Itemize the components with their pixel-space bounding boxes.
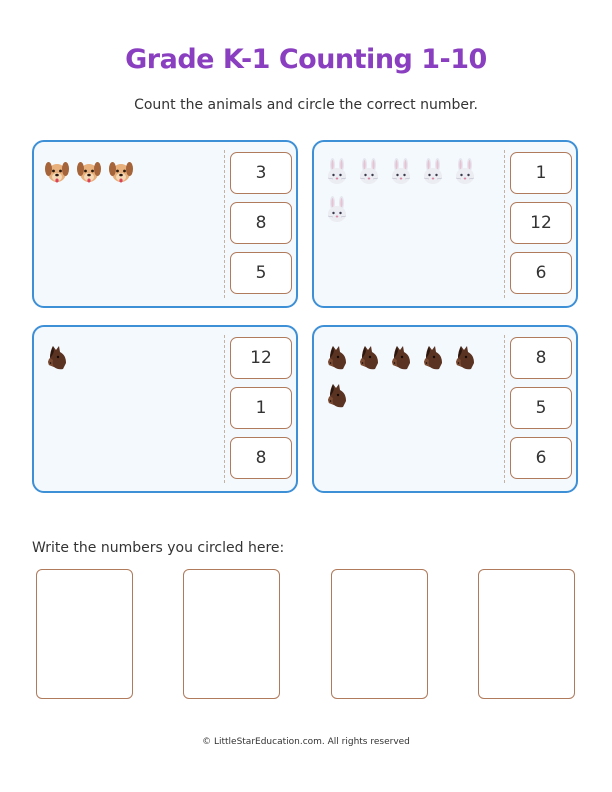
number-option[interactable]: 12: [510, 202, 572, 244]
rabbit-icon: [356, 158, 384, 188]
animal-area: [322, 343, 498, 419]
horse-icon: [44, 343, 72, 373]
answer-box[interactable]: [478, 569, 575, 699]
dog-icon: [44, 158, 72, 188]
dashed-divider: [504, 150, 505, 298]
number-options: [510, 152, 572, 302]
horse-icon: [388, 343, 416, 373]
counting-card-3: [32, 325, 298, 493]
number-option[interactable]: 6: [510, 437, 572, 479]
answer-box[interactable]: [183, 569, 280, 699]
dog-icon: [76, 158, 104, 188]
number-options: [510, 337, 572, 487]
number-option[interactable]: 6: [510, 252, 572, 294]
number-option[interactable]: 12: [230, 337, 292, 379]
page-title: Grade K-1 Counting 1-10: [125, 44, 487, 75]
number-option[interactable]: 8: [510, 337, 572, 379]
number-options: [230, 152, 292, 302]
rabbit-icon: [324, 196, 352, 226]
counting-card-4: [312, 325, 578, 493]
animal-area: [322, 158, 498, 234]
footer-copyright: © LittleStarEducation.com. All rights reserved: [202, 737, 410, 747]
rabbit-icon: [388, 158, 416, 188]
answer-box[interactable]: [331, 569, 428, 699]
dog-icon: [108, 158, 136, 188]
horse-icon: [356, 343, 384, 373]
rabbit-icon: [420, 158, 448, 188]
number-option[interactable]: 8: [230, 437, 292, 479]
number-options: [230, 337, 292, 487]
animal-area: [42, 343, 218, 381]
number-option[interactable]: 5: [230, 252, 292, 294]
number-option[interactable]: 1: [510, 152, 572, 194]
number-option[interactable]: 3: [230, 152, 292, 194]
page-instruction: Count the animals and circle the correct number.: [134, 97, 478, 113]
dashed-divider: [224, 335, 225, 483]
number-option[interactable]: 8: [230, 202, 292, 244]
dashed-divider: [224, 150, 225, 298]
answers-label: Write the numbers you circled here:: [32, 540, 285, 556]
horse-icon: [420, 343, 448, 373]
animal-area: [42, 158, 218, 196]
counting-card-1: [32, 140, 298, 308]
number-option[interactable]: 1: [230, 387, 292, 429]
answer-box[interactable]: [36, 569, 133, 699]
rabbit-icon: [324, 158, 352, 188]
dashed-divider: [504, 335, 505, 483]
horse-icon: [324, 343, 352, 373]
counting-card-2: [312, 140, 578, 308]
horse-icon: [324, 381, 352, 411]
number-option[interactable]: 5: [510, 387, 572, 429]
rabbit-icon: [452, 158, 480, 188]
horse-icon: [452, 343, 480, 373]
